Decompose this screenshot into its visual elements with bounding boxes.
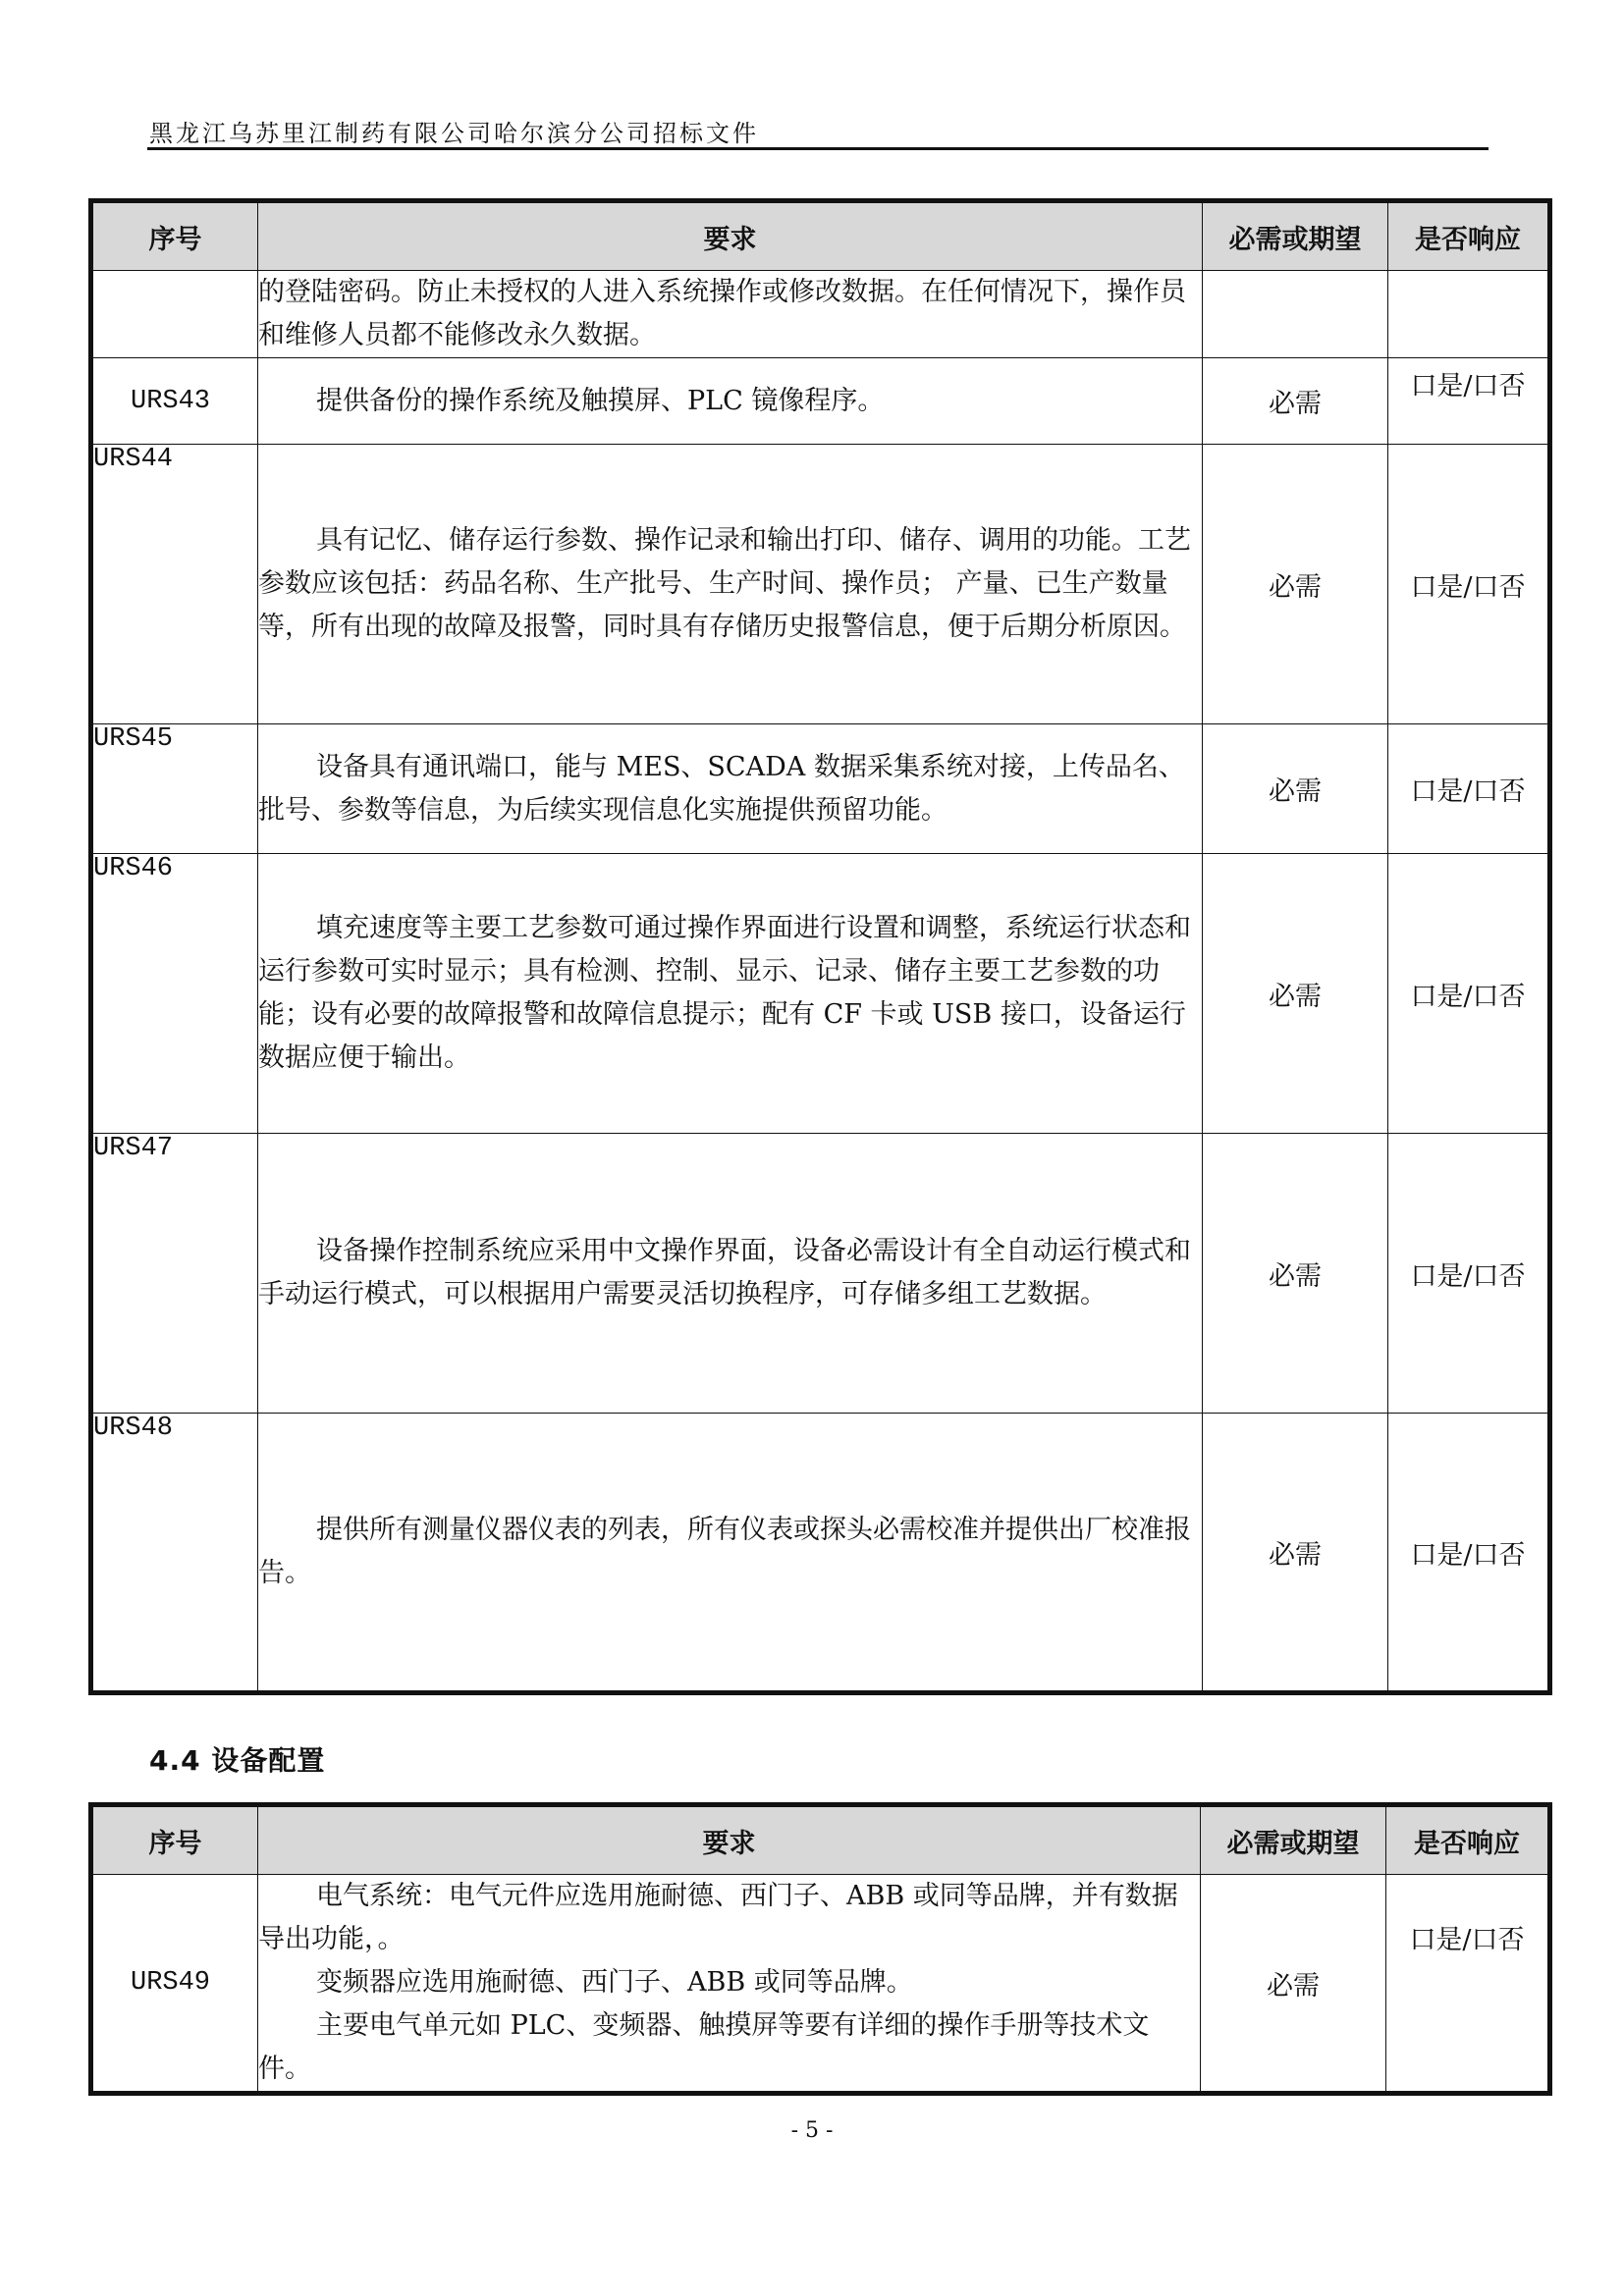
row-requirement [258, 1875, 1201, 2094]
row-need: 必需 [1203, 445, 1388, 724]
header-rule [147, 147, 1489, 150]
requirement-text: 主要电气单元如 PLC、变频器、触摸屏等要有详细的操作手册等技术文件。 [258, 2010, 1150, 2084]
requirement-text: 具有记忆、储存运行参数、操作记录和输出打印、储存、调用的功能。工艺参数应该包括：药品名称、生产批号、生产时间、操作员； 产量、已生产数量等，所有出现的故障及报警，同时具有存储历史报警信息，便于后期分析原因。 [258, 525, 1191, 642]
table-row [91, 854, 1550, 1134]
row-id: URS47 [91, 1134, 258, 1414]
col-header-response: 是否响应 [1388, 201, 1550, 271]
row-requirement [258, 724, 1203, 854]
requirement-text: 填充速度等主要工艺参数可通过操作界面进行设置和调整，系统运行状态和运行参数可实时显示；具有检测、控制、显示、记录、储存主要工艺参数的功能；设有必要的故障报警和故障信息提示；配有 CF 卡或 USB 接口，设备运行数据应便于输出。 [258, 913, 1191, 1073]
row-need: 必需 [1203, 1414, 1388, 1693]
row-response: 口是/口否 [1386, 1875, 1550, 2094]
requirements-table-2 [88, 1802, 1552, 2096]
row-need: 必需 [1203, 1134, 1388, 1414]
row-need: 必需 [1201, 1875, 1386, 2094]
row-response: 口是/口否 [1388, 724, 1550, 854]
table-header-row [91, 201, 1550, 271]
row-response: 口是/口否 [1388, 854, 1550, 1134]
row-requirement [258, 1134, 1203, 1414]
row-id: URS48 [91, 1414, 258, 1693]
row-requirement [258, 271, 1203, 358]
table-row [91, 1134, 1550, 1414]
requirement-text: 提供备份的操作系统及触摸屏、PLC 镜像程序。 [316, 385, 885, 416]
row-need: 必需 [1203, 358, 1388, 445]
row-response: 口是/口否 [1388, 1414, 1550, 1693]
section-title: 4.4 设备配置 [149, 1744, 326, 1777]
table-row [91, 724, 1550, 854]
col-header-id: 序号 [91, 1805, 258, 1875]
col-header-requirement: 要求 [258, 201, 1203, 271]
requirement-text: 电气系统：电气元件应选用施耐德、西门子、ABB 或同等品牌，并有数据导出功能，。 [258, 1881, 1178, 1954]
col-header-requirement: 要求 [258, 1805, 1201, 1875]
col-header-need: 必需或期望 [1201, 1805, 1386, 1875]
row-id [91, 271, 258, 358]
row-requirement [258, 358, 1203, 445]
table-row [91, 358, 1550, 445]
row-id: URS44 [91, 445, 258, 724]
row-requirement [258, 1414, 1203, 1693]
requirement-text: 设备操作控制系统应采用中文操作界面，设备必需设计有全自动运行模式和手动运行模式，可以根据用户需要灵活切换程序，可存储多组工艺数据。 [258, 1236, 1191, 1309]
col-header-need: 必需或期望 [1203, 201, 1388, 271]
row-requirement [258, 445, 1203, 724]
requirements-table-1 [88, 198, 1552, 1695]
requirement-text: 的登陆密码。防止未授权的人进入系统操作或修改数据。在任何情况下，操作员和维修人员都不能修改永久数据。 [258, 277, 1186, 350]
requirement-text: 设备具有通讯端口，能与 MES、SCADA 数据采集系统对接，上传品名、批号、参数等信息，为后续实现信息化实施提供预留功能。 [258, 751, 1185, 826]
row-id: URS49 [91, 1875, 258, 2094]
row-response: 口是/口否 [1388, 358, 1550, 445]
row-response: 口是/口否 [1388, 1134, 1550, 1414]
row-response [1388, 271, 1550, 358]
row-requirement [258, 854, 1203, 1134]
document-header: 黑龙江乌苏里江制药有限公司哈尔滨分公司招标文件 [149, 120, 759, 147]
table-header-row [91, 1805, 1550, 1875]
row-response: 口是/口否 [1388, 445, 1550, 724]
col-header-response: 是否响应 [1386, 1805, 1550, 1875]
row-id: URS45 [91, 724, 258, 854]
row-id: URS43 [91, 358, 258, 445]
table-row [91, 1875, 1550, 2094]
col-header-id: 序号 [91, 201, 258, 271]
table-row [91, 271, 1550, 358]
page-number: - 5 - [790, 2118, 834, 2143]
row-need: 必需 [1203, 854, 1388, 1134]
row-need [1203, 271, 1388, 358]
table-row [91, 1414, 1550, 1693]
row-need: 必需 [1203, 724, 1388, 854]
row-id: URS46 [91, 854, 258, 1134]
requirement-text: 提供所有测量仪器仪表的列表，所有仪表或探头必需校准并提供出厂校准报告。 [258, 1515, 1191, 1588]
table-row [91, 445, 1550, 724]
requirement-text: 变频器应选用施耐德、西门子、ABB 或同等品牌。 [316, 1967, 913, 1998]
